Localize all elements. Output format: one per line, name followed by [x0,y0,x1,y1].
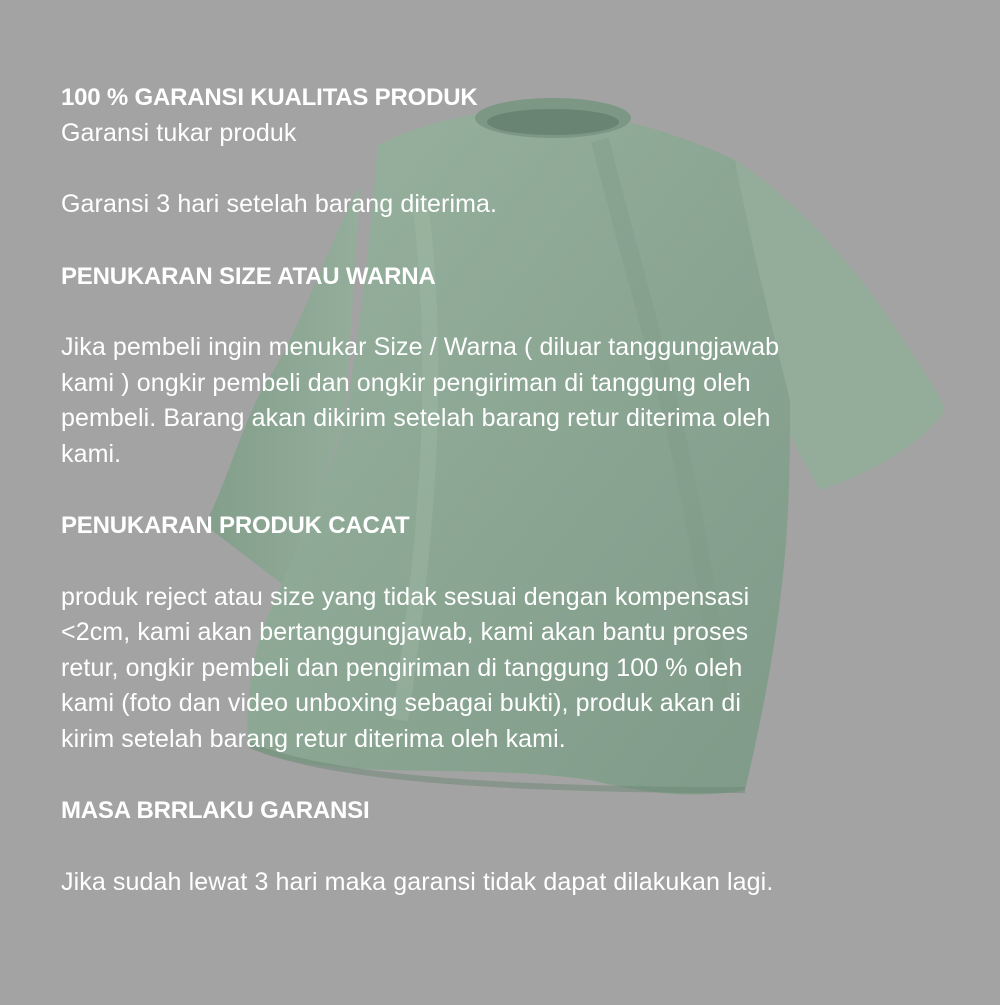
warranty-text-block [61,80,941,900]
validity-line: Jika sudah lewat 3 hari maka garansi tidak dapat dilakukan lagi. [61,867,774,896]
size-color-line: kami. [61,439,122,468]
warranty-exchange-line: Garansi tukar produk [61,118,297,147]
heading-size-color-exchange: PENUKARAN SIZE ATAU WARNA [61,262,436,290]
warranty-period-line: Garansi 3 hari setelah barang diterima. [61,190,498,218]
size-color-line: pembeli. Barang akan dikirim setelah barang retur diterima oleh [61,404,771,432]
heading-warranty: 100 % GARANSI KUALITAS PRODUK [61,84,478,111]
defect-line: kami (foto dan video unboxing sebagai bukti), produk akan di [61,689,742,717]
heading-warranty-validity: MASA BRRLAKU GARANSI [61,797,370,824]
defect-line: kirim setelah barang retur diterima oleh kami. [61,724,566,753]
heading-defect-exchange: PENUKARAN PRODUK CACAT [61,512,410,539]
defect-line: <2cm, kami akan bertanggungjawab, kami akan bantu proses [61,618,749,646]
size-color-line: kami ) ongkir pembeli dan ongkir pengiriman di tanggung oleh [61,368,751,397]
defect-line: produk reject atau size yang tidak sesuai dengan kompensasi [61,582,750,611]
size-color-line: Jika pembeli ingin menukar Size / Warna ( diluar tanggungjawab [61,333,780,361]
defect-line: retur, ongkir pembeli dan pengiriman di tanggung 100 % oleh [61,653,743,682]
